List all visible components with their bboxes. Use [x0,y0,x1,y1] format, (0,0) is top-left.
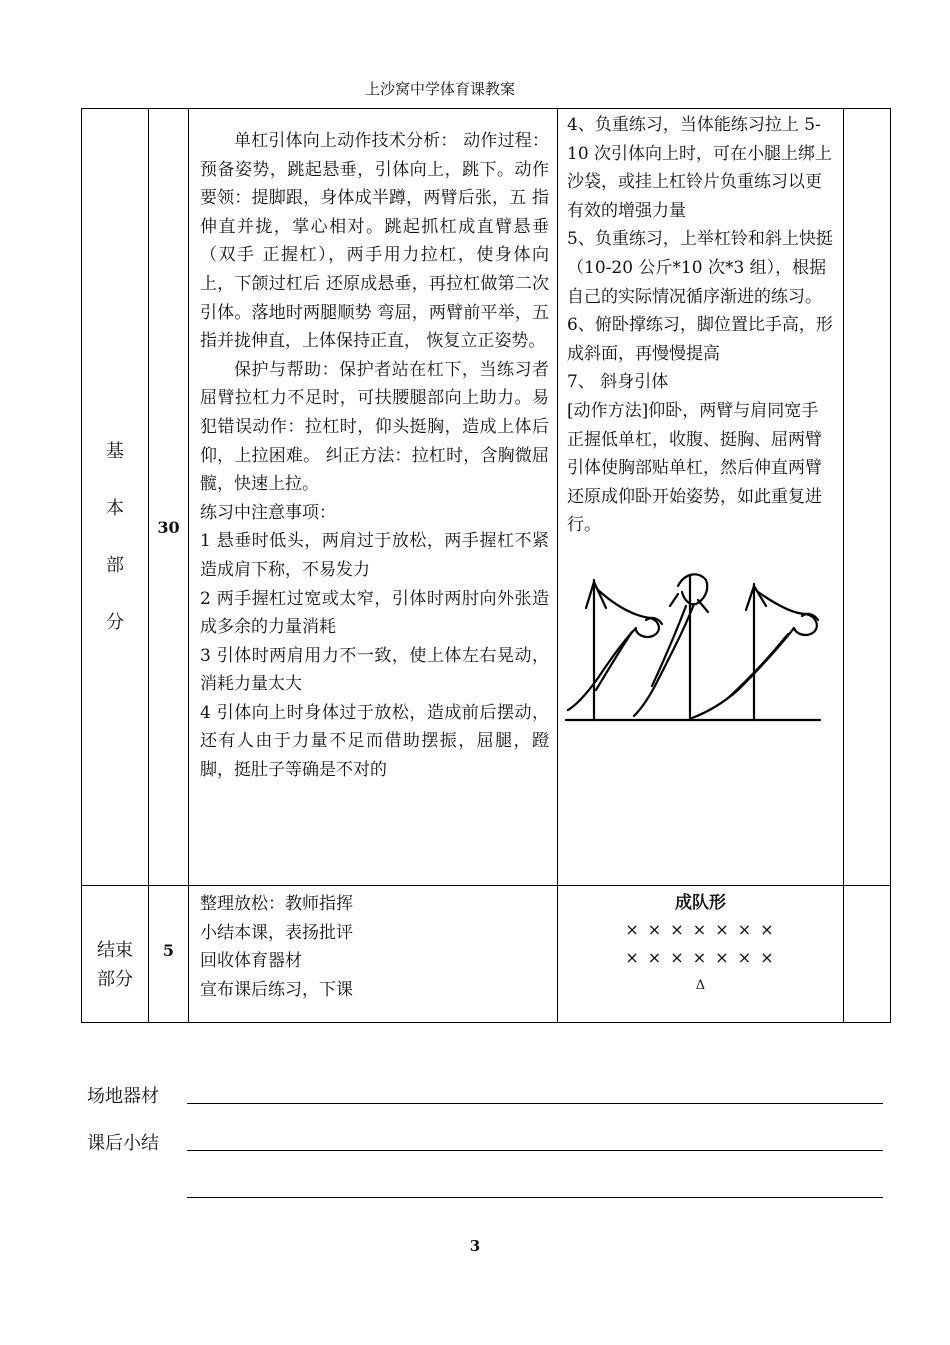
end-item: 整理放松：教师指挥 [200,894,353,914]
end-item: 小结本课，表扬批评 [200,922,353,943]
formation [558,886,843,1000]
page-header: 上沙窝中学体育课教案 [364,80,515,98]
basic-minutes: 30 [157,517,180,537]
equipment-label: 场地器材 [87,1086,159,1107]
basic-section-char: 本 [106,498,124,519]
equipment-line [187,1103,883,1104]
basic-section-char: 分 [106,612,124,633]
end-content-cell [189,886,558,1023]
end-section-row [82,886,891,1023]
basic-section-char: 部 [106,555,124,576]
content-paragraph: 2 两手握杠过宽或太窄，引体时两肘向外张造成多余的力量消耗 [200,588,549,638]
organization-paragraph: [动作方法]仰卧，两臂与肩同宽手正握低单杠，收腹、挺胸、屈两臂引体使胸部贴单杠，然后伸直两臂还原成仰卧开始姿势，如此重复进行。 [567,400,822,536]
page-number: 3 [469,1237,481,1255]
end-item: 宣布课后练习，下课 [200,979,353,1000]
summary-line-1 [187,1150,883,1151]
formation-title: 成队形 [675,893,726,913]
content-paragraph: 1 悬垂时低头，两肩过于放松，两手握杠不紧造成肩下称，不易发力 [200,531,549,580]
inclined-pullup-illustration [558,560,828,730]
formation-row: × × × × × × × [625,948,776,967]
end-section-line: 部分 [97,969,133,990]
teacher-position-mark: Δ [695,978,706,993]
end-section-line: 结束 [97,940,133,961]
organization-paragraph: 4、负重练习，当体能练习拉上 5-10 次引体向上时，可在小腿上绑上沙袋，或挂上杠铃片负重练习以更有效的增强力量 [567,115,833,221]
organization-paragraph: 7、 斜身引体 [567,372,669,393]
summary-line-2 [187,1197,883,1198]
basic-organization-cell [558,109,844,886]
content-paragraph: 单杠引体向上动作技术分析： 动作过程：预备姿势，跳起悬垂，引体向上，跳下。动作要领：提脚跟，身体成半蹲，两臂后张，五 指伸直并拢，掌心相对。跳起抓杠成直臂悬垂（双手 正握杠），两手用力拉杠，使身体向上，下颌过杠后 还原成悬垂，再拉杠做第二次引体。落地时两腿顺势 弯屈，两臂前平举，五指并拢伸直，上体保持正直， 恢复立正姿势。 [200,131,549,352]
basic-minutes-cell [149,109,189,886]
organization-paragraph: 6、俯卧撑练习，脚位置比手高，形成斜面，再慢慢提高 [567,315,833,364]
end-minutes-cell [149,886,189,1023]
basic-content [189,109,557,785]
content-paragraph: 3 引体时两肩用力不一致，使上体左右晃动，消耗力量太大 [200,645,549,695]
end-section-label [82,886,148,994]
end-content [189,886,557,1004]
content-paragraph: 4 引体向上时身体过于放松，造成前后摆动，还有人由于力量不足而借助摆振，屈腿，蹬脚，挺肚子等确是不对的 [200,702,549,781]
end-minutes: 5 [162,941,175,960]
organization-paragraph: 5、负重练习，上举杠铃和斜上快挺（10-20 公斤*10 次*3 组），根据自己的实际情况循序渐进的练习。 [567,229,833,307]
end-notes-cell [844,886,891,1023]
end-item: 回收体育器材 [200,951,302,971]
end-section-label-cell [82,886,149,1023]
basic-organization [558,109,843,540]
content-paragraph: 练习中注意事项： [200,502,336,523]
basic-section-label [82,109,148,885]
formation-row: × × × × × × × [625,920,776,939]
summary-label: 课后小结 [87,1133,159,1154]
basic-section-row [82,109,891,886]
basic-notes-cell [844,109,891,886]
basic-section-label-cell [82,109,149,886]
content-paragraph: 保护与帮助：保护者站在杠下，当练习者屈臂拉杠力不足时，可扶腰腿部向上助力。易犯错误动作：拉杠时，仰头挺胸，造成上体后仰，上拉困难。 纠正方法：拉杠时，含胸微屈髋，快速上拉。 [200,359,549,495]
lesson-table [81,108,891,1023]
basic-content-cell [189,109,558,886]
basic-section-char: 基 [106,441,124,462]
end-formation-cell [558,886,844,1023]
